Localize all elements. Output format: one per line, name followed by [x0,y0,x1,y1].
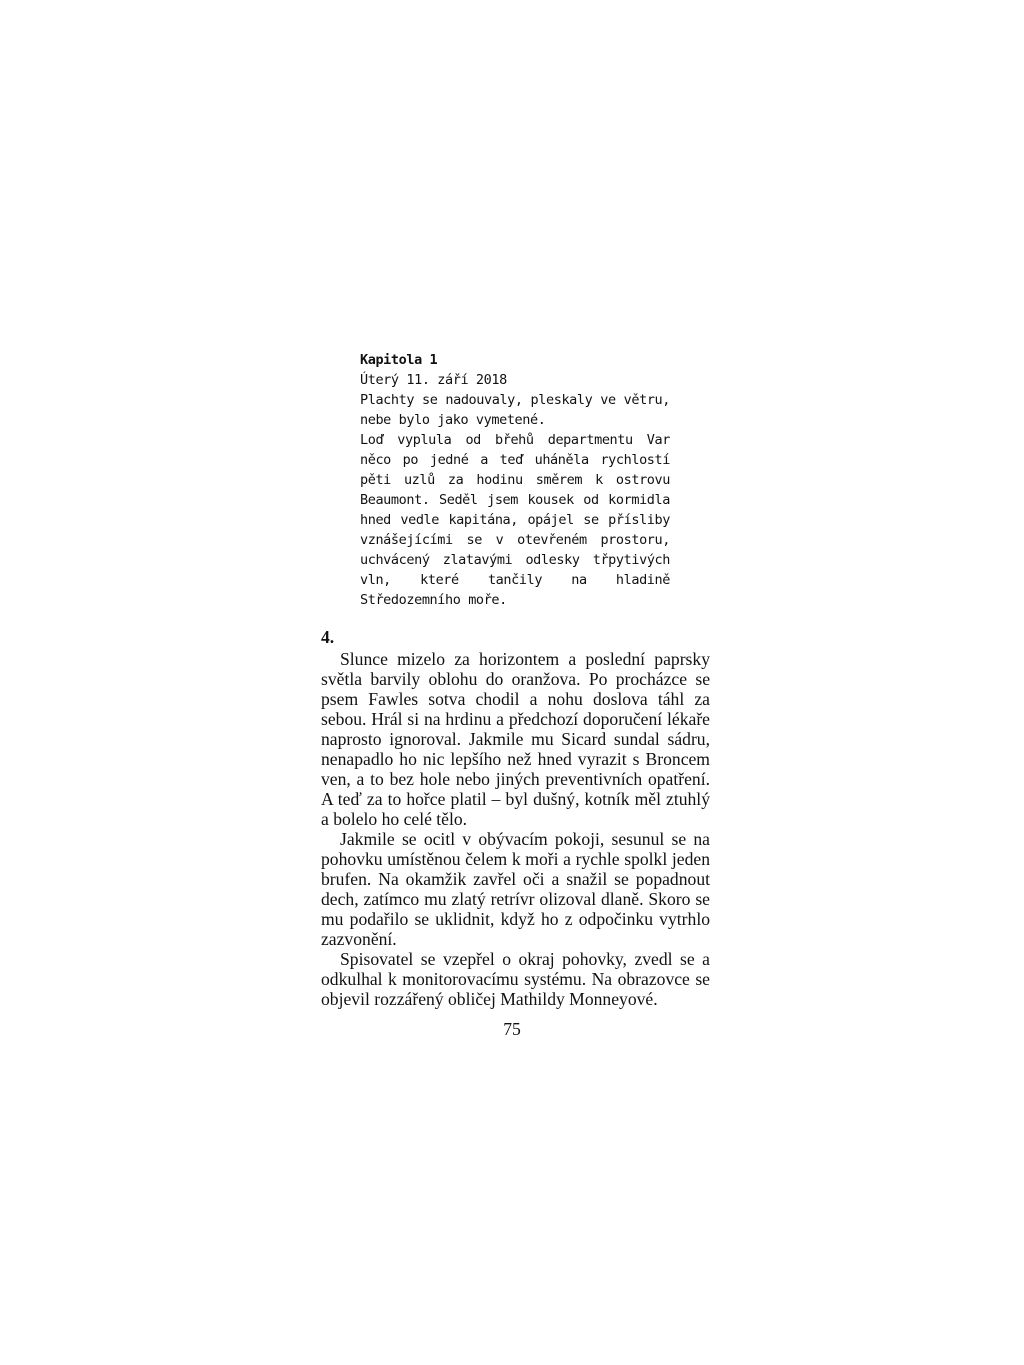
body-paragraph: Spisovatel se vzepřel o okraj pohovky, zvedl se a odkulhal k monitorovacímu systému. Na obrazovce se objevil rozzářený obličej Mathildy Monneyové. [321,949,710,1009]
excerpt-paragraph: Loď vyplula od břehů departmentu Var něco po jedné a teď uháněla rychlostí pěti uzlů za hodinu směrem k ostrovu Beaumont. Seděl jsem kousek od kormidla hned vedle kapitána, opájel se přísliby vznášejícími se v otevřeném prostoru, uchvácený zlatavými odlesky třpytivých vln, které tančily na hladině Středozemního moře. [360,432,670,608]
chapter-excerpt [360,350,670,610]
chapter-date: Úterý 11. září 2018 [360,372,507,388]
body-paragraph: Jakmile se ocitl v obývacím pokoji, sesunul se na pohovku umístěnou čelem k moři a rychle spolkl jeden brufen. Na okamžik zavřel oči a snažil se popadnout dech, zatímco mu zlatý retrívr olizoval dlaně. Skoro se mu podařilo se uklidnit, když ho z odpočinku vytrhlo zazvonění. [321,829,710,949]
main-text [321,627,710,1009]
excerpt-paragraph: Plachty se nadouvaly, pleskaly ve větru, nebe bylo jako vymetené. [360,392,670,428]
chapter-heading: Kapitola 1 [360,352,438,368]
section-number: 4. [321,627,335,647]
body-paragraph: Slunce mizelo za horizontem a poslední paprsky světla barvily oblohu do oranžova. Po procházce se psem Fawles sotva chodil a nohu doslova táhl za sebou. Hrál si na hrdinu a předchozí doporučení lékaře naprosto ignoroval. Jakmile mu Sicard sundal sádru, nenapadlo ho nic lepšího než hned vyrazit s Broncem ven, a to bez hole nebo jiných preventivních opatření. A teď za to hořce platil – byl dušný, kotník měl ztuhlý a bolelo ho celé tělo. [321,649,710,829]
page-number: 75 [503,1019,521,1039]
